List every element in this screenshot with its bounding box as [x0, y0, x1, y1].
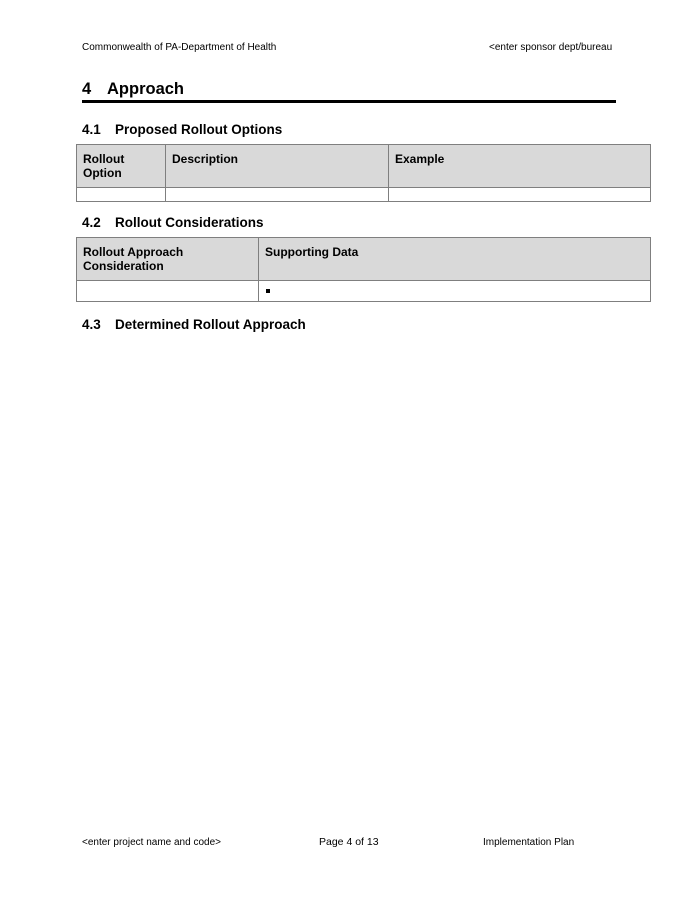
subsection-number: 4.2	[82, 215, 101, 230]
table-header-description: Description	[166, 145, 389, 188]
table-cell[interactable]	[259, 281, 651, 302]
subsection-heading-4-3	[82, 317, 306, 333]
subsection-title: Determined Rollout Approach	[115, 317, 306, 332]
section-heading	[82, 79, 616, 103]
subsection-title: Proposed Rollout Options	[115, 122, 283, 137]
table-row	[77, 281, 651, 302]
table-cell[interactable]	[77, 281, 259, 302]
footer-right-text: Implementation Plan	[483, 837, 575, 848]
table-row	[77, 188, 651, 202]
subsection-heading-4-1	[82, 122, 282, 138]
section-title: Approach	[107, 80, 185, 98]
rollout-considerations-table	[76, 237, 651, 302]
rollout-options-table	[76, 144, 651, 202]
table-cell[interactable]	[389, 188, 651, 202]
footer-page-number: Page 4 of 13	[319, 836, 379, 848]
footer-left-text: <enter project name and code>	[82, 837, 221, 848]
subsection-title: Rollout Considerations	[115, 215, 264, 230]
table-header-rollout-option: Rollout Option	[77, 145, 166, 188]
table-cell[interactable]	[77, 188, 166, 202]
bullet-icon	[266, 289, 270, 293]
table-header-rollout-approach-consideration: Rollout Approach Consideration	[77, 238, 259, 281]
table-header-example: Example	[389, 145, 651, 188]
subsection-number: 4.1	[82, 122, 101, 137]
header-left-text: Commonwealth of PA-Department of Health	[82, 42, 277, 53]
subsection-heading-4-2	[82, 215, 264, 231]
section-number: 4	[82, 80, 92, 98]
table-cell[interactable]	[166, 188, 389, 202]
subsection-number: 4.3	[82, 317, 101, 332]
header-right-text: <enter sponsor dept/bureau	[489, 42, 613, 53]
table-header-supporting-data: Supporting Data	[259, 238, 651, 281]
